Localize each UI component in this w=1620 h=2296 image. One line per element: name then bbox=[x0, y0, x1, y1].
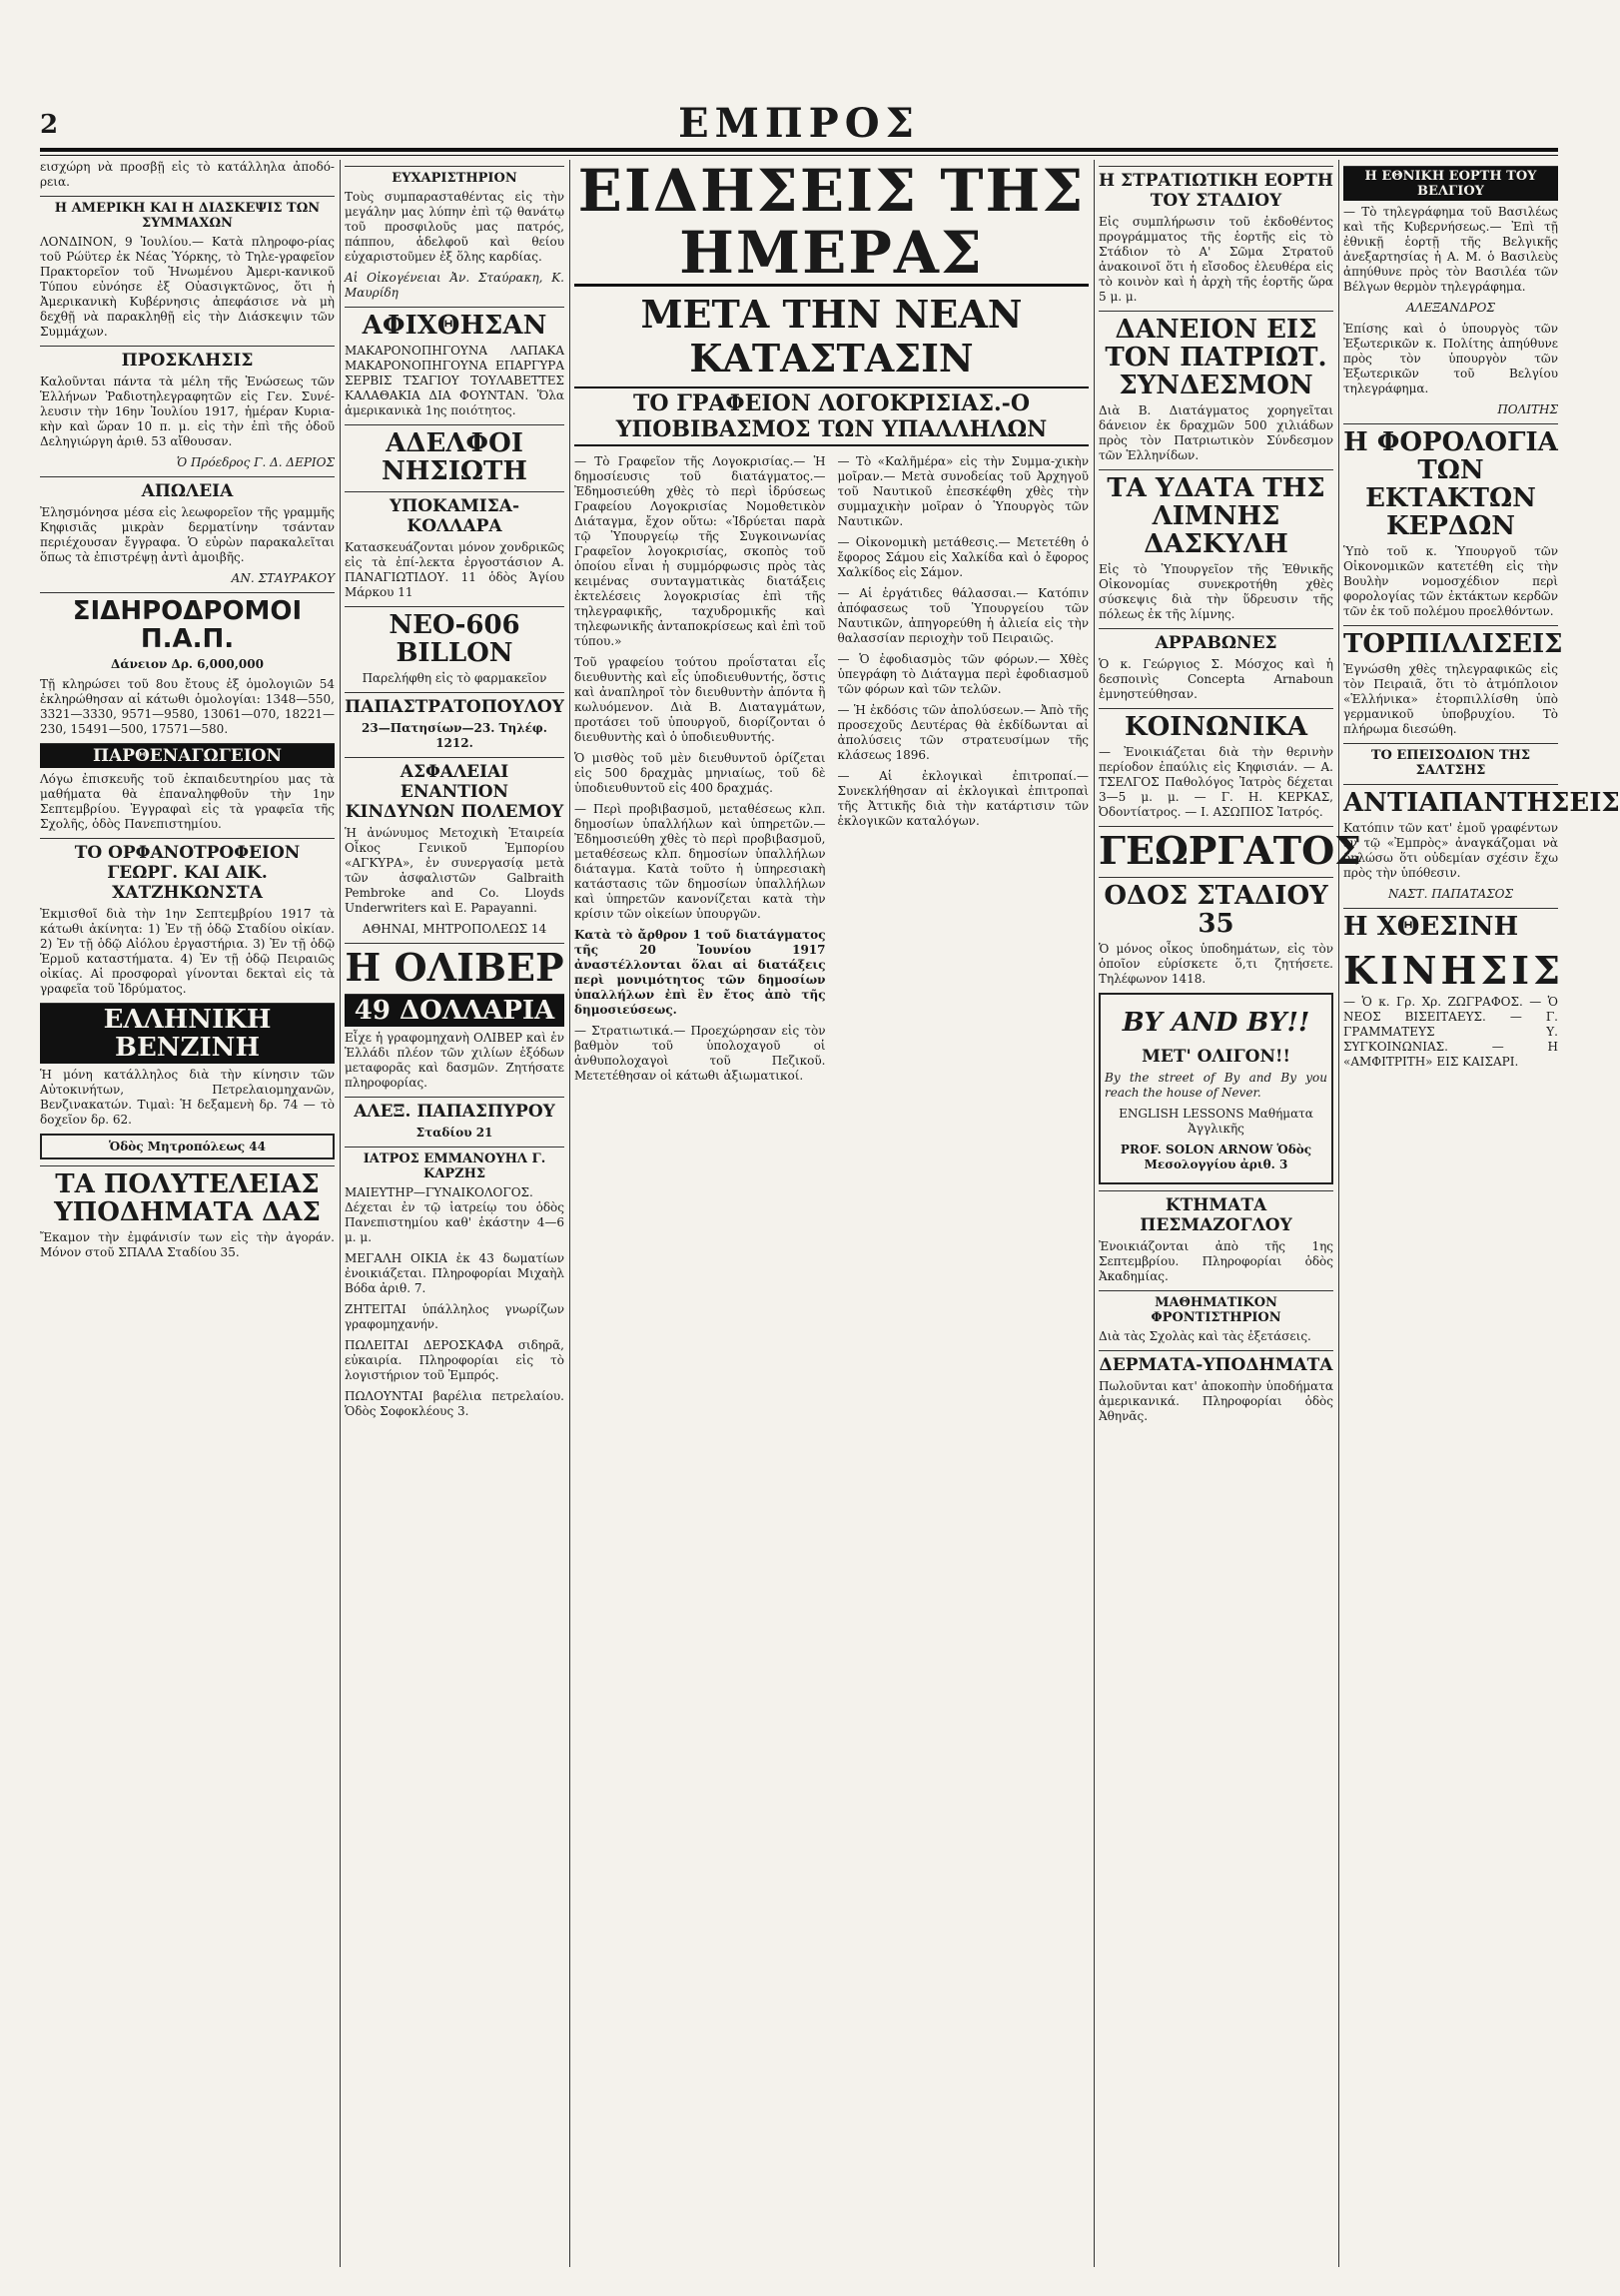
ad-text: Ἐνοικιάζονται ἀπὸ τῆς 1ης Σεπτεμβρίου. Πληροφορίαι ὁδὸς Ἀκαδημίας. bbox=[1099, 1239, 1333, 1283]
ad-heading: ΚΤΗΜΑΤΑ ΠΕΣΜΑΖΟΓΛΟΥ bbox=[1099, 1190, 1333, 1235]
page-number: 2 bbox=[40, 110, 59, 140]
column-4 bbox=[1099, 160, 1362, 2267]
ad-heading: ΑΔΕΛΦΟΙ ΝΗΣΙΩΤΗ bbox=[345, 424, 564, 485]
ad-heading: ΕΛΛΗΝΙΚΗ ΒΕΝΖΙΝΗ bbox=[40, 1003, 335, 1064]
article-text: Ἐπίσης καὶ ὁ ὑπουργὸς τῶν Ἐξωτερικῶν κ. Πολίτης ἀπηύθυνε πρὸς τὸν ὑπουργὸν τῶν Ἐξωτερικῶν τοῦ Βελγίου τηλεγράφημα. bbox=[1343, 322, 1558, 395]
news-paragraph: — Τὸ Γραφεῖον τῆς Λογοκρισίας.— Ἡ δημοσίευσις τοῦ διατάγματος.— Ἐδημοσιεύθη χθὲς τὸ περὶ ἱδρύσεως Γραφείου Λογοκρισίας Νομοθετικὸν Διάταγμα, ἔχον οὕτω: «Ἱδρύεται παρὰ τῷ Ὑπουργείῳ τῆς Συγκοινωνίας Γραφεῖον λογοκρισίας, σκοπὸς τοῦ ὁποίου εἶναι ἡ συμμόρφωσις πρὸς τὰς κειμένας συνταγματικὰς διατάξεις ἐκτελέσεις λογοκρισίας ἐπὶ τῆς τηλεγραφικῆς, ταχυδρομικῆς καὶ τηλεφωνικῆς ἀνταποκρίσεως καὶ ἐπὶ τοῦ τύπου.» bbox=[574, 454, 826, 648]
article-text: — Ἐνοικιάζεται διὰ τὴν θερινὴν περίοδον ἐπαύλις εἰς Κηφισιάν. — Α. ΤΣΕΛΓΟΣ Παθολόγος Ἰατρὸς δέχεται 3—5 μ. μ. — Γ. Η. ΚΕΡΚΑΣ, Ὀδοντίατρος. — Ι. ΑΣΩΠΙΟΣ Ἰατρός. bbox=[1099, 745, 1333, 819]
ad-address: Σταδίου 21 bbox=[415, 1126, 493, 1140]
news-paragraph: Τοῦ γραφείου τούτου προΐσταται εἷς διευθυντὴς καὶ εἷς ὑποδιευθυντής, ὅστις καὶ ἀναπληροῖ τὸν διευθυντὴν ἀπόντα ἢ κωλυόμενον. Διὰ Β. Διαταγμάτων, προτάσει τοῦ ὑπουργοῦ, διορίζονται ὁ διευθυντὴς καὶ ὁ ὑποδιευθυντής. bbox=[574, 655, 826, 744]
article-text: Εἰς συμπλήρωσιν τοῦ ἐκδοθέντος προγράμματος τῆς ἑορτῆς εἰς τὸ Στάδιον τὸ Α' Σῶμα Στρατοῦ ἀνακοινοῖ ὅτι ἡ εἴσοδος ἐλευθέρα εἰς τὸ κοινὸν καὶ ἡ ἀρχὴ τῆς ἑορτῆς ὥρα 5 μ. μ. bbox=[1099, 215, 1333, 304]
article-text: — Τὸ τηλεγράφημα τοῦ Βασιλέως καὶ τῆς Κυβερνήσεως.— Ἐπὶ τῇ ἐθνικῇ ἑορτῇ τῆς Βελγικῆς ἀνεξαρτησίας ἡ Α. Μ. ὁ Βασιλεὺς ἀπηύθυνε πρὸς τὸν Βασιλέα τῶν Βέλγων θερμὸν τηλεγράφημα. bbox=[1343, 205, 1558, 294]
notice-text: Τοὺς συμπαρασταθέντας εἰς τὴν μεγάλην μας λύπην ἐπὶ τῷ θανάτῳ τοῦ προσφιλοῦς μας πατρός, πάππου, ἀδελφοῦ καὶ θείου εὐχαριστοῦμεν ἐξ ὅλης καρδίας. bbox=[345, 190, 564, 264]
news-paragraph: — Ὁ ἐφοδιασμὸς τῶν φόρων.— Χθὲς ὑπεγράφη τὸ Διάταγμα περὶ ἐφοδιασμοῦ τῶν φόρων καὶ τῶν τελῶν. bbox=[837, 652, 1089, 696]
article-heading: ΑΝΤΙΑΠΑΝΤΗΣΕΙΣ bbox=[1343, 784, 1558, 817]
ad-heading: ΝΕΟ-606 BILLON bbox=[345, 606, 564, 667]
article-heading: Η ΣΤΡΑΤΙΩΤΙΚΗ ΕΟΡΤΗ ΤΟΥ ΣΤΑΔΙΟΥ bbox=[1099, 166, 1333, 211]
article-heading: Η ΦΟΡΟΛΟΓΙΑ ΤΩΝ ΕΚΤΑΚΤΩΝ ΚΕΡΔΩΝ bbox=[1343, 423, 1558, 540]
ad-text: Ἔκαμον τὴν ἐμφάνισίν των εἰς τὴν ἀγοράν. Μόνον στοῦ ΣΠΑΛΑ Σταδίου 35. bbox=[40, 1230, 335, 1259]
column-divider bbox=[569, 160, 570, 2267]
notice-signature: ΑΝ. ΣΤΑΥΡΑΚΟΥ bbox=[231, 571, 335, 585]
ad-text: By the street of By and By you reach the house of Never. bbox=[1105, 1071, 1327, 1100]
notice-heading: ΕΥΧΑΡΙΣΤΗΡΙΟΝ bbox=[345, 166, 564, 186]
masthead bbox=[40, 96, 1558, 148]
article-heading: Η ΕΘΝΙΚΗ ΕΟΡΤΗ ΤΟΥ ΒΕΛΓΙΟΥ bbox=[1343, 166, 1558, 201]
ad-heading: ΓΕΩΡΓΑΤΟΣ bbox=[1099, 828, 1362, 873]
column-divider bbox=[1338, 160, 1339, 2267]
ad-text: ΠΩΛΕΙΤΑΙ ΔΕΡΟΣΚΑΦΑ σιδηρᾶ, εὐκαιρία. Πληροφορίαι εἰς τὸ λογιστήριον τοῦ Ἐμπρός. bbox=[345, 1338, 564, 1382]
article-heading: ΤΟΡΠΙΛΛΙΣΕΙΣ bbox=[1343, 625, 1558, 658]
article-text: Ὁ κ. Γεώργιος Σ. Μόσχος καὶ ἡ δεσποινὶς Concepta Arnaboun ἐμνηστεύθησαν. bbox=[1099, 657, 1333, 701]
article-text: Εἰς τὸ Ὑπουργεῖον τῆς Ἐθνικῆς Οἰκονομίας συνεκροτήθη χθὲς σύσκεψις διὰ τὴν ὕδρευσιν τῆς πόλεως ἐκ τῆς λίμνης. bbox=[1099, 562, 1333, 621]
ad-text: PROF. SOLON ARNOW Ὁδὸς Μεσολογγίου ἀριθ. 3 bbox=[1120, 1143, 1312, 1171]
article-text: ΛΟΝΔΙΝΟΝ, 9 Ἰουλίου.— Κατὰ πληροφο-ρίας τοῦ Ρώϋτερ ἐκ Νέας Ὑόρκης, τὸ Τηλε-γραφεῖον Πρακτορεῖον τοῦ Ἡνωμένου Ἀμερι-κανικοῦ Τύπου εὐνόησε ἐξ Οὐασιγκτῶνος, ὅτι ἡ Ἀμερικανικὴ Κυβέρνησις ἀπεφάσισε νὰ μὴ δεχθῇ νὰ παρακληθῇ εἰς τὴν Διάσκεψιν τῶν Συμμάχων. bbox=[40, 235, 335, 339]
news-paragraph: — Ἡ ἐκδόσις τῶν ἀπολύσεων.— Ἀπὸ τῆς προσεχοῦς Δευτέρας θὰ ἐκδίδωνται αἱ ἀπολύσεις τῶν στρατευσίμων τῆς κλάσεως 1896. bbox=[837, 703, 1089, 762]
notice-signature: Ὁ Πρόεδρος Γ. Δ. ΔΕΡΙΟΣ bbox=[176, 455, 335, 469]
ad-text: ΖΗΤΕΙΤΑΙ ὑπάλληλος γνωρίζων γραφομηχανήν. bbox=[345, 1302, 564, 1331]
english-lessons-ad bbox=[1099, 993, 1333, 1184]
ad-address: Ὁδὸς Μητροπόλεως 44 bbox=[40, 1134, 335, 1159]
newspaper-title: ΕΜΠΡΟΣ bbox=[678, 100, 920, 147]
article-text: Κατόπιν τῶν κατ' ἐμοῦ γραφέντων ἐν τῷ «Ἐμπρὸς» ἀναγκάζομαι νὰ δηλώσω ὅτι οὐδεμίαν σχέσιν ἔχω πρὸς τὴν ὑπόθεσιν. bbox=[1343, 821, 1558, 880]
ad-heading: ΠΑΡΘΕΝΑΓΩΓΕΙΟΝ bbox=[40, 743, 335, 768]
news-paragraph: — Περὶ προβιβασμοῦ, μεταθέσεως κλπ. δημοσίων ὑπαλλήλων καὶ ὑπηρετῶν.— Ἐδημοσιεύθη χθὲς τὸ περὶ προβιβασμοῦ, μεταθέσεως κλπ. δημοσίων ὑπαλλήλων διάταγμα. Κατὰ τοῦτο ἡ ὑπηρεσιακὴ κατάστασις τῶν δημοσίων ὑπαλλήλων καὶ ὑπηρετῶν κανονίζεται κατὰ τὴν κρίσιν τῶν οἰκείων ὑπουργῶν. bbox=[574, 802, 826, 921]
ad-text: Ἐκμισθοῖ διὰ τὴν 1ην Σεπτεμβρίου 1917 τὰ κάτωθι ἀκίνητα: 1) Ἐν τῇ ὁδῷ Σταδίου οἰκίαν. 2) Ἐν τῇ ὁδῷ Αἰόλου ἐργαστήρια. 3) Ἐν τῇ ὁδῷ Ἑρμοῦ καταστήματα. 4) Ἐν τῇ ὁδῷ Πειραιῶς οἰκίας. Αἱ προσφοραὶ γίνονται δεκταὶ εἰς τὰ γραφεῖα τοῦ Ἱδρύματος. bbox=[40, 907, 335, 996]
column-3-main-news bbox=[574, 157, 1089, 2267]
column-2 bbox=[345, 160, 564, 2267]
ad-address: ΑΘΗΝΑΙ, ΜΗΤΡΟΠΟΛΕΩΣ 14 bbox=[362, 922, 547, 936]
article-signature: ΠΟΛΙΤΗΣ bbox=[1497, 402, 1558, 416]
ad-text: 23—Πατησίων—23. Τηλέφ. 1212. bbox=[362, 721, 547, 750]
ad-heading: ΠΑΠΑΣΤΡΑΤΟΠΟΥΛΟΥ bbox=[345, 692, 564, 717]
news-paragraph: Κατὰ τὸ ἄρθρον 1 τοῦ διατάγματος τῆς 20 Ἰουνίου 1917 ἀναστέλλονται ὅλαι αἱ διατάξεις περὶ μονιμότητος τῶν δημοσίων ὑπαλλήλων ἐπὶ ἓν ἔτος ἀπὸ τῆς δημοσιεύσεως. bbox=[574, 928, 826, 1017]
ad-heading: ΜΑΘΗΜΑΤΙΚΟΝ ΦΡΟΝΤΙΣΤΗΡΙΟΝ bbox=[1099, 1290, 1333, 1325]
section-heading: ΚΟΙΝΩΝΙΚΑ bbox=[1099, 708, 1333, 741]
ad-heading: ΔΕΡΜΑΤΑ-ΥΠΟΔΗΜΑΤΑ bbox=[1099, 1350, 1333, 1375]
article-text: — Ὁ κ. Γρ. Χρ. ΖΩΓΡΑΦΟΣ. — Ὁ ΝΕΟΣ ΒΙΣΕΙΤΑΕΥΣ. — Γ. ΓΡΑΜΜΑΤΕΥΣ Υ. ΣΥΓΚΟΙΝΩΝΙΑΣ. — Η «ΑΜΦΙΤΡΙΤΗ» ΕΙΣ ΚΑΙΣΑΡΙ. bbox=[1343, 995, 1558, 1069]
ad-heading: ΑΣΦΑΛΕΙΑΙ ΕΝΑΝΤΙΟΝ ΚΙΝΔΥΝΩΝ ΠΟΛΕΜΟΥ bbox=[345, 757, 564, 822]
news-headline: ΜΕΤΑ ΤΗΝ ΝΕΑΝ ΚΑΤΑΣΤΑΣΙΝ bbox=[640, 292, 1023, 381]
section-heading: ΑΡΡΑΒΩΝΕΣ bbox=[1099, 628, 1333, 653]
column-divider bbox=[340, 160, 341, 2267]
article-heading: ΔΑΝΕΙΟΝ ΕΙΣ ΤΟΝ ΠΑΤΡΙΩΤ. ΣΥΝΔΕΣΜΟΝ bbox=[1099, 311, 1333, 399]
article-heading: ΤΑ ΥΔΑΤΑ ΤΗΣ ΛΙΜΝΗΣ ΔΑΣΚΥΛΗ bbox=[1099, 469, 1333, 558]
news-subheadline: ΤΟ ΓΡΑΦΕΙΟΝ ΛΟΓΟΚΡΙΣΙΑΣ.-Ο ΥΠΟΒΙΒΑΣΜΟΣ ΤΩΝ ΥΠΑΛΛΗΛΩΝ bbox=[574, 386, 1089, 446]
article-text: Διὰ Β. Διατάγματος χορηγεῖται δάνειον ἐκ δραχμῶν 500 χιλιάδων πρὸς τὸν Πατριωτικὸν Σύνδεσμον τῶν Ἑλληνίδων. bbox=[1099, 403, 1333, 462]
ad-text: Παρελήφθη εἰς τὸ φαρμακεῖον bbox=[362, 671, 547, 685]
article-heading: ΤΟ ΕΠΕΙΣΟΔΙΟΝ ΤΗΣ ΣΑΛΤΣΗΣ bbox=[1343, 743, 1558, 778]
ad-text: Ἡ ἀνώνυμος Μετοχικὴ Ἑταιρεία Οἶκος Γενικοῦ Ἐμπορίου «ΑΓΚΥΡΑ», ἐν συνεργασίᾳ μετὰ τῶν ἀσφαλιστῶν Galbraith Pembroke and Co. Lloyds Underwriters καὶ E. Papayanni. bbox=[345, 826, 564, 915]
notice-text: Καλοῦνται πάντα τὰ μέλη τῆς Ἑνώσεως τῶν Ἑλλήνων Ῥαδιοτηλεγραφητῶν εἰς Γεν. Συνέ-λευσιν τὴν 16ην Ἰουλίου 1917, ἡμέραν Κυρια-κὴν καὶ ὥραν 10 π. μ. εἰς τὴν ἐπὶ τῆς ὁδοῦ Δεληγιώργη ἀριθ. 53 αἴθουσαν. bbox=[40, 375, 335, 448]
ad-heading: ΥΠΟΚΑΜΙΣΑ-ΚΟΛΛΑΡΑ bbox=[345, 491, 564, 536]
ad-text: Διὰ τὰς Σχολὰς καὶ τὰς ἐξετάσεις. bbox=[1099, 1329, 1311, 1343]
notice-signature: Αἱ Οἰκογένειαι Ἀν. Σταύρακη, Κ. Μαυρίδη bbox=[345, 271, 564, 300]
news-column-left bbox=[574, 454, 826, 1090]
column-5 bbox=[1343, 160, 1620, 2267]
notice-heading: ΠΡΟΣΚΛΗΣΙΣ bbox=[40, 346, 335, 371]
ad-text: Ἡ μόνη κατάλληλος διὰ τὴν κίνησιν τῶν Αὐτοκινήτων, Πετρελαιομηχανῶν, Βενζινακατών. Τιμαὶ: Ἡ δεξαμενὴ δρ. 74 — τὸ δοχεῖον δρ. 62. bbox=[40, 1068, 335, 1127]
ad-text: Εἶχε ἡ γραφομηχανὴ ΟΛΙΒΕΡ καὶ ἐν Ἑλλάδι πλέον τῶν χιλίων ἐξόδων μεταφορᾶς καὶ δασμῶν. Ζητήσατε πληροφορίας. bbox=[345, 1031, 564, 1090]
section-heading: Η ΧΘΕΣΙΝΗ bbox=[1343, 908, 1558, 941]
article-heading: Η ΑΜΕΡΙΚΗ ΚΑΙ Η ΔΙΑΣΚΕΨΙΣ ΤΩΝ ΣΥΜΜΑΧΩΝ bbox=[40, 196, 335, 231]
ad-subheading: ΟΔΟΣ ΣΤΑΔΙΟΥ 35 bbox=[1099, 877, 1333, 938]
notice-heading: ΑΠΩΛΕΙΑ bbox=[40, 476, 335, 501]
ad-heading: Η ΟΛΙΒΕΡ bbox=[345, 945, 564, 990]
ad-text: ΜΕΓΑΛΗ ΟΙΚΙΑ ἐκ 43 δωματίων ἐνοικιάζεται. Πληροφορίαι Μιχαὴλ Βόδα ἀριθ. 7. bbox=[345, 1251, 564, 1295]
article-text: Ὑπὸ τοῦ κ. Ὑπουργοῦ τῶν Οἰκονομικῶν κατετέθη εἰς τὴν Βουλὴν νομοσχέδιον περὶ φορολογίας τῶν ἐκτάκτων κερδῶν τῶν ἐκ τοῦ πολέμου προελθόντων. bbox=[1343, 544, 1558, 618]
news-paragraph: — Αἱ ἐκλογικαὶ ἐπιτροπαί.— Συνεκλήθησαν αἱ ἐκλογικαὶ ἐπιτροπαὶ τῆς Ἀττικῆς διὰ τὴν κατάρτισιν τῶν ἐκλογικῶν καταλόγων. bbox=[837, 769, 1089, 828]
ad-text: ΠΩΛΟΥΝΤΑΙ βαρέλια πετρελαίου. Ὁδὸς Σοφοκλέους 3. bbox=[345, 1389, 564, 1418]
ad-heading: ΣΙΔΗΡΟΔΡΟΜΟΙ Π.Α.Π. bbox=[40, 592, 335, 653]
column-divider bbox=[1094, 160, 1095, 2267]
ad-heading: ΙΑΤΡΟΣ ΕΜΜΑΝΟΥΗΛ Γ. ΚΑΡΖΗΣ bbox=[345, 1147, 564, 1181]
notice-text: Ἐλησμόνησα μέσα εἰς λεωφορεῖον τῆς γραμμῆς Κηφισιᾶς μικρὰν δερματίνην τσάνταν περιέχουσαν ἔγγραφα. Ὁ εὑρὼν παρακαλεῖται ὅπως τὰ ἐπιστρέψῃ ἀντὶ ἀμοιβῆς. bbox=[40, 505, 335, 564]
masthead-rule bbox=[40, 148, 1558, 152]
news-paragraph: — Οἰκονομικὴ μετάθεσις.— Μετετέθη ὁ ἔφορος Σάμου εἰς Χαλκίδα καὶ ὁ ἔφορος Χαλκίδος εἰς Σάμον. bbox=[837, 535, 1089, 579]
article-text: εισχώρη νὰ προσβῇ εἰς τὸ κατάλληλα ἀποδό-ρεια. bbox=[40, 160, 335, 189]
news-columns bbox=[574, 454, 1089, 1090]
article-text: Ἐγνώσθη χθὲς τηλεγραφικῶς εἰς τὸν Πειραιᾶ, ὅτι τὸ ἀτμόπλοιον «Ἑλλήνικα» ἐτορπιλλίσθη ὑπὸ γερμανικοῦ ὑποβρυχίου. Τὸ πλήρωμα διεσώθη. bbox=[1343, 662, 1558, 736]
ad-subheading: Δάνειον Δρ. 6,000,000 bbox=[111, 657, 264, 671]
news-paragraph: — Αἱ ἐργάτιδες θάλασσαι.— Κατόπιν ἀπόφασεως τοῦ Ὑπουργείου τῶν Ναυτικῶν, ἀπηγορεύθη ἡ ἁλιεία εἰς τὴν θαλασσίαν περιοχὴν τοῦ Πειραιῶς. bbox=[837, 586, 1089, 645]
news-column-right bbox=[838, 454, 1090, 1090]
article-signature: ΝΑΣΤ. ΠΑΠΑΤΑΣΟΣ bbox=[1387, 887, 1514, 901]
ad-text: ENGLISH LESSONS Μαθήματα Ἀγγλικῆς bbox=[1119, 1107, 1313, 1136]
ad-text: Κατασκευάζονται μόνον χονδρικῶς εἰς τὰ ἐπί-λεκτα ἐργοστάσιον Α. ΠΑΝΑΓΙΩΤΙΔΟΥ. 11 ὁδὸς Ἁγίου Μάρκου 11 bbox=[345, 540, 564, 599]
ad-text: ΜΑΙΕΥΤΗΡ—ΓΥΝΑΙΚΟΛΟΓΟΣ. Δέχεται ἐν τῷ ἰατρείῳ του ὁδὸς Πανεπιστημίου καθ' ἑκάστην 4—6 μ. μ. bbox=[345, 1185, 564, 1244]
article-signature: ΑΛΕΞΑΝΔΡΟΣ bbox=[1406, 301, 1495, 315]
news-paragraph: — Τὸ «Καλῆμέρα» εἰς τὴν Συμμα-χικὴν μοῖραν.— Μετὰ συνοδείας τοῦ Ἀρχηγοῦ τοῦ Ναυτικοῦ ἐπεσκέφθη χθὲς τὴν συμμαχικὴν μοῖραν ὁ Ὑπουργὸς τῶν Ναυτικῶν. bbox=[837, 454, 1089, 528]
news-banner: ΕΙΔΗΣΕΙΣ ΤΗΣ ΗΜΕΡΑΣ bbox=[574, 160, 1089, 287]
ad-heading: ΑΦΙΧΘΗΣΑΝ bbox=[345, 307, 564, 340]
ad-text: ΜΑΚΑΡΟΝΟΠΗΓΟΥΝΑ ΛΑΠΑΚΑ ΜΑΚΑΡΟΝΟΠΗΓΟΥΝΑ ΕΠΑΡΓΥΡΑ ΣΕΡΒΙΣ ΤΣΑΓΙΟΥ ΤΟΥΛΑΒΕΤΤΕΣ ΚΑΛΑΘΑΚΙΑ ΔΙΑ ΦΟΥΝΤΑΝ. Ὅλα ἀμερικανικὰ 1ης ποιότητος. bbox=[345, 344, 564, 417]
ad-heading: ΑΛΕΞ. ΠΑΠΑΣΠΥΡΟΥ bbox=[345, 1097, 564, 1122]
ad-heading: 49 ΔΟΛΛΑΡΙΑ bbox=[345, 994, 564, 1027]
ad-text: Ὁ μόνος οἶκος ὑποδημάτων, εἰς τὸν ὁποῖον εὑρίσκετε ὅ,τι ζητήσετε. Τηλέφωνον 1418. bbox=[1099, 942, 1333, 986]
ad-heading: ΤΑ ΠΟΛΥΤΕΛΕΙΑΣ ΥΠΟΔΗΜΑΤΑ ΔΑΣ bbox=[40, 1165, 335, 1226]
ad-heading: ΤΟ ΟΡΦΑΝΟΤΡΟΦΕΙΟΝ ΓΕΩΡΓ. ΚΑΙ ΑΙΚ. ΧΑΤΖΗΚΩΝΣΤΑ bbox=[40, 838, 335, 903]
news-paragraph: Ὁ μισθὸς τοῦ μὲν διευθυντοῦ ὁρίζεται εἰς 500 δραχμὰς μηνιαίως, τοῦ δὲ ὑποδιευθυντοῦ εἰς 400 δραχμάς. bbox=[574, 751, 826, 795]
ad-text: Τῇ κληρώσει τοῦ 8ου ἔτους ἐξ ὁμολογιῶν 54 ἐκληρώθησαν αἱ κάτωθι ὁμολογίαι: 1348—550, 3321—3330, 9571—9580, 13061—070, 18221—230, 15491—500, 17571—580. bbox=[40, 677, 335, 736]
masthead-rule-thin bbox=[40, 155, 1558, 156]
column-1 bbox=[40, 160, 335, 2267]
ad-text: Λόγω ἐπισκευῆς τοῦ ἐκπαιδευτηρίου μας τὰ μαθήματα θὰ ἐπαναληφθοῦν τὴν 1ην Σεπτεμβρίου. Ἐγγραφαὶ εἰς τὰ γραφεῖα τῆς Σχολῆς, ὁδὸς Πανεπιστημίου. bbox=[40, 772, 335, 831]
ad-heading: ΜΕΤ' ΟΛΙΓΟΝ!! bbox=[1142, 1047, 1290, 1067]
ad-heading: BY AND BY!! bbox=[1122, 1008, 1310, 1038]
section-heading: ΚΙΝΗΣΙΣ bbox=[1343, 948, 1564, 993]
news-paragraph: — Στρατιωτικά.— Προεχώρησαν εἰς τὸν βαθμὸν τοῦ ὑπολοχαγοῦ οἱ ἀνθυπολοχαγοὶ τοῦ Πεζικοῦ. Μετετέθησαν οἱ κάτωθι ἀξιωματικοί. bbox=[574, 1024, 826, 1083]
ad-text: Πωλοῦνται κατ' ἀποκοπὴν ὑποδήματα ἀμερικανικά. Πληροφορίαι ὁδὸς Ἀθηνᾶς. bbox=[1099, 1379, 1333, 1423]
